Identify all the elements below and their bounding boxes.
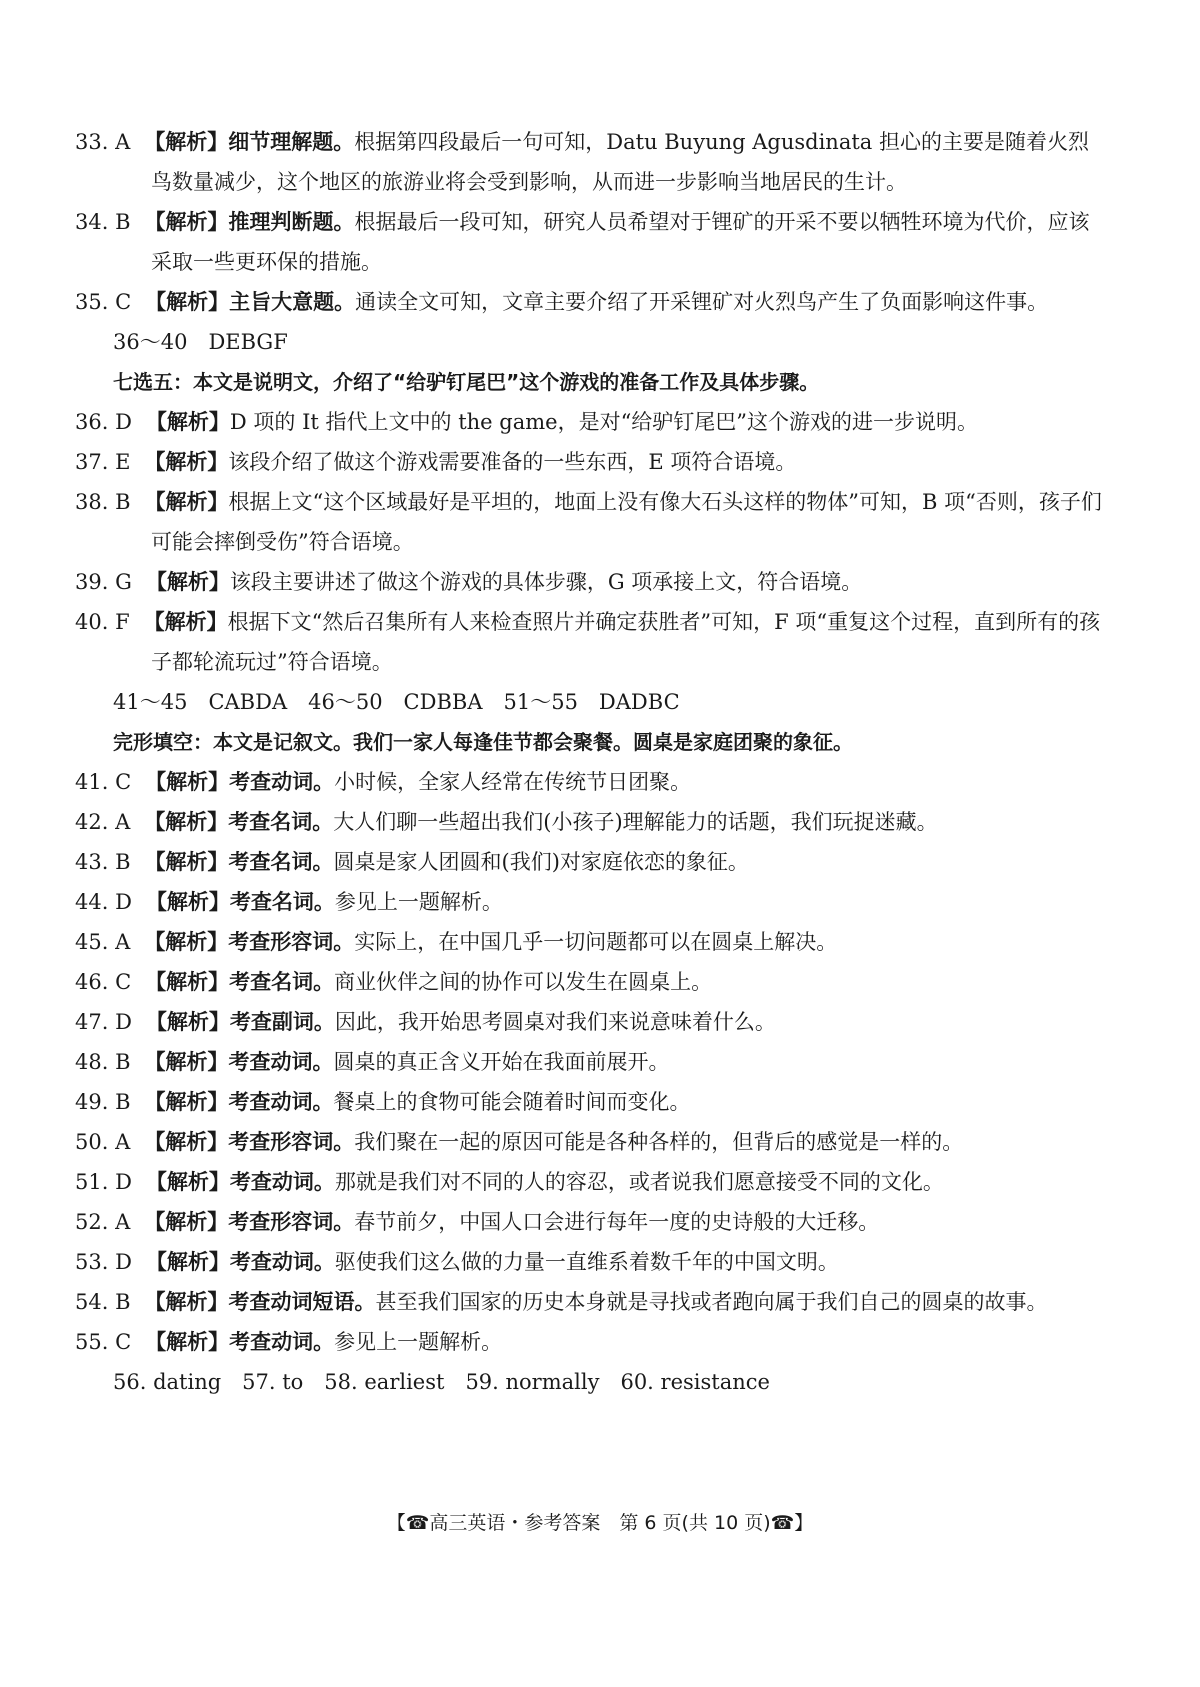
analysis-label: 【解析】考查副词。 bbox=[145, 1010, 335, 1034]
answer-item bbox=[75, 282, 1103, 322]
answer-number: 50. A bbox=[75, 1130, 131, 1154]
answer-number: 52. A bbox=[75, 1210, 131, 1234]
page-footer: 【☎高三英语・参考答案 第 6 页(共 10 页)☎】 bbox=[386, 1512, 814, 1534]
analysis-label: 【解析】主旨大意题。 bbox=[145, 290, 356, 314]
answer-item bbox=[75, 202, 1103, 282]
analysis-text: 根据第四段最后一句可知，Datu Buyung Agusdinata 担心的主要是随着火烈鸟数量减少，这个地区的旅游业将会受到影响，从而进一步影响当地居民的生计。 bbox=[151, 130, 1089, 194]
analysis-label: 【解析】考查名词。 bbox=[145, 890, 335, 914]
analysis-text: 通读全文可知，文章主要介绍了开采锂矿对火烈鸟产生了负面影响这件事。 bbox=[355, 290, 1049, 314]
answer-number: 36. D bbox=[75, 410, 132, 434]
answer-number: 42. A bbox=[75, 810, 131, 834]
answer-item bbox=[75, 1122, 1103, 1162]
answer-number: 43. B bbox=[75, 850, 131, 874]
answer-item bbox=[75, 762, 1103, 802]
analysis-text: 餐桌上的食物可能会随着时间而变化。 bbox=[333, 1090, 691, 1114]
answer-number: 40. F bbox=[75, 610, 130, 634]
analysis-label: 【解析】考查动词。 bbox=[145, 1170, 335, 1194]
answer-item bbox=[75, 1162, 1103, 1202]
analysis-text: 春节前夕，中国人口会进行每年一度的史诗般的大迁移。 bbox=[354, 1210, 880, 1234]
analysis-label: 【解析】考查名词。 bbox=[144, 850, 334, 874]
analysis-label: 【解析】考查动词短语。 bbox=[144, 1290, 376, 1314]
answer-content bbox=[75, 122, 1103, 1402]
answer-number: 41. C bbox=[75, 770, 132, 794]
analysis-text: 驱使我们这么做的力量一直维系着数千年的中国文明。 bbox=[334, 1250, 839, 1274]
analysis-label: 【解析】细节理解题。 bbox=[144, 130, 355, 154]
answer-number: 37. E bbox=[75, 450, 131, 474]
answer-item bbox=[75, 562, 1103, 602]
section-heading: 七选五：本文是说明文，介绍了“给驴钉尾巴”这个游戏的准备工作及具体步骤。 bbox=[113, 370, 820, 394]
analysis-text: 甚至我们国家的历史本身就是寻找或者跑向属于我们自己的圆桌的故事。 bbox=[375, 1290, 1048, 1314]
answer-item bbox=[75, 122, 1103, 202]
analysis-label: 【解析】 bbox=[143, 610, 228, 634]
answer-number: 48. B bbox=[75, 1050, 131, 1074]
answer-item bbox=[75, 1202, 1103, 1242]
analysis-text: 参见上一题解析。 bbox=[334, 1330, 503, 1354]
analysis-label: 【解析】考查动词。 bbox=[144, 1090, 334, 1114]
answer-item bbox=[75, 802, 1103, 842]
answer-item bbox=[75, 922, 1103, 962]
answer-number: 33. A bbox=[75, 130, 131, 154]
analysis-label: 【解析】考查形容词。 bbox=[144, 930, 355, 954]
answer-item bbox=[75, 402, 1103, 442]
analysis-text: 圆桌是家人团圆和(我们)对家庭依恋的象征。 bbox=[333, 850, 749, 874]
answer-item bbox=[75, 962, 1103, 1002]
analysis-text: 我们聚在一起的原因可能是各种各样的，但背后的感觉是一样的。 bbox=[354, 1130, 964, 1154]
analysis-label: 【解析】考查形容词。 bbox=[144, 1210, 355, 1234]
answer-number: 47. D bbox=[75, 1010, 132, 1034]
analysis-label: 【解析】考查动词。 bbox=[145, 1250, 335, 1274]
answer-number: 46. C bbox=[75, 970, 132, 994]
analysis-text: 商业伙伴之间的协作可以发生在圆桌上。 bbox=[334, 970, 713, 994]
analysis-text: 圆桌的真正含义开始在我面前展开。 bbox=[333, 1050, 670, 1074]
answer-number: 49. B bbox=[75, 1090, 131, 1114]
answer-summary: 56. dating 57. to 58. earliest 59. normally 60. resistance bbox=[113, 1370, 770, 1394]
answer-item bbox=[75, 1082, 1103, 1122]
analysis-text: 实际上，在中国几乎一切问题都可以在圆桌上解决。 bbox=[354, 930, 838, 954]
analysis-label: 【解析】推理判断题。 bbox=[144, 210, 355, 234]
analysis-text: 小时候，全家人经常在传统节日团聚。 bbox=[334, 770, 692, 794]
analysis-label: 【解析】考查名词。 bbox=[144, 810, 334, 834]
answer-item bbox=[75, 602, 1103, 682]
answer-summary: 36～40 DEBGF bbox=[113, 330, 288, 354]
analysis-label: 【解析】 bbox=[144, 450, 229, 474]
analysis-text: 那就是我们对不同的人的容忍，或者说我们愿意接受不同的文化。 bbox=[334, 1170, 944, 1194]
analysis-text: 该段主要讲述了做这个游戏的具体步骤，G 项承接上文，符合语境。 bbox=[229, 570, 863, 594]
answer-item bbox=[75, 1322, 1103, 1362]
answer-item bbox=[75, 442, 1103, 482]
answer-item bbox=[75, 1042, 1103, 1082]
answer-item bbox=[75, 482, 1103, 562]
section-heading: 完形填空：本文是记叙文。我们一家人每逢佳节都会聚餐。圆桌是家庭团聚的象征。 bbox=[113, 730, 853, 754]
answer-number: 39. G bbox=[75, 570, 132, 594]
answer-number: 55. C bbox=[75, 1330, 132, 1354]
answer-item bbox=[75, 842, 1103, 882]
answer-number: 34. B bbox=[75, 210, 131, 234]
answer-item bbox=[75, 1282, 1103, 1322]
analysis-text: 因此，我开始思考圆桌对我们来说意味着什么。 bbox=[334, 1010, 776, 1034]
analysis-label: 【解析】考查动词。 bbox=[145, 770, 335, 794]
analysis-text: 根据上文“这个区域最好是平坦的，地面上没有像大石头这样的物体”可知，B 项“否则，孩子们可能会摔倒受伤”符合语境。 bbox=[151, 490, 1102, 554]
analysis-label: 【解析】 bbox=[145, 410, 230, 434]
answer-number: 54. B bbox=[75, 1290, 131, 1314]
answer-item bbox=[75, 882, 1103, 922]
answer-number: 44. D bbox=[75, 890, 132, 914]
analysis-text: D 项的 It 指代上文中的 the game，是对“给驴钉尾巴”这个游戏的进一步说明。 bbox=[229, 410, 979, 434]
analysis-text: 根据下文“然后召集所有人来检查照片并确定获胜者”可知，F 项“重复这个过程，直到所有的孩子都轮流玩过”符合语境。 bbox=[151, 610, 1101, 674]
answer-number: 45. A bbox=[75, 930, 131, 954]
analysis-label: 【解析】考查形容词。 bbox=[144, 1130, 355, 1154]
answer-number: 53. D bbox=[75, 1250, 132, 1274]
answer-item bbox=[75, 1242, 1103, 1282]
answer-number: 51. D bbox=[75, 1170, 132, 1194]
analysis-label: 【解析】考查动词。 bbox=[145, 1330, 335, 1354]
analysis-label: 【解析】考查名词。 bbox=[145, 970, 335, 994]
answer-item bbox=[75, 1002, 1103, 1042]
answer-number: 38. B bbox=[75, 490, 131, 514]
analysis-label: 【解析】 bbox=[145, 570, 230, 594]
analysis-label: 【解析】 bbox=[144, 490, 229, 514]
analysis-text: 参见上一题解析。 bbox=[334, 890, 503, 914]
analysis-label: 【解析】考查动词。 bbox=[144, 1050, 334, 1074]
analysis-text: 大人们聊一些超出我们(小孩子)理解能力的话题，我们玩捉迷藏。 bbox=[333, 810, 938, 834]
answer-summary: 41～45 CABDA 46～50 CDBBA 51～55 DADBC bbox=[113, 690, 680, 714]
analysis-text: 该段介绍了做这个游戏需要准备的一些东西，E 项符合语境。 bbox=[228, 450, 797, 474]
analysis-text: 根据最后一段可知，研究人员希望对于锂矿的开采不要以牺牲环境为代价，应该采取一些更环保的措施。 bbox=[151, 210, 1090, 274]
answer-number: 35. C bbox=[75, 290, 132, 314]
